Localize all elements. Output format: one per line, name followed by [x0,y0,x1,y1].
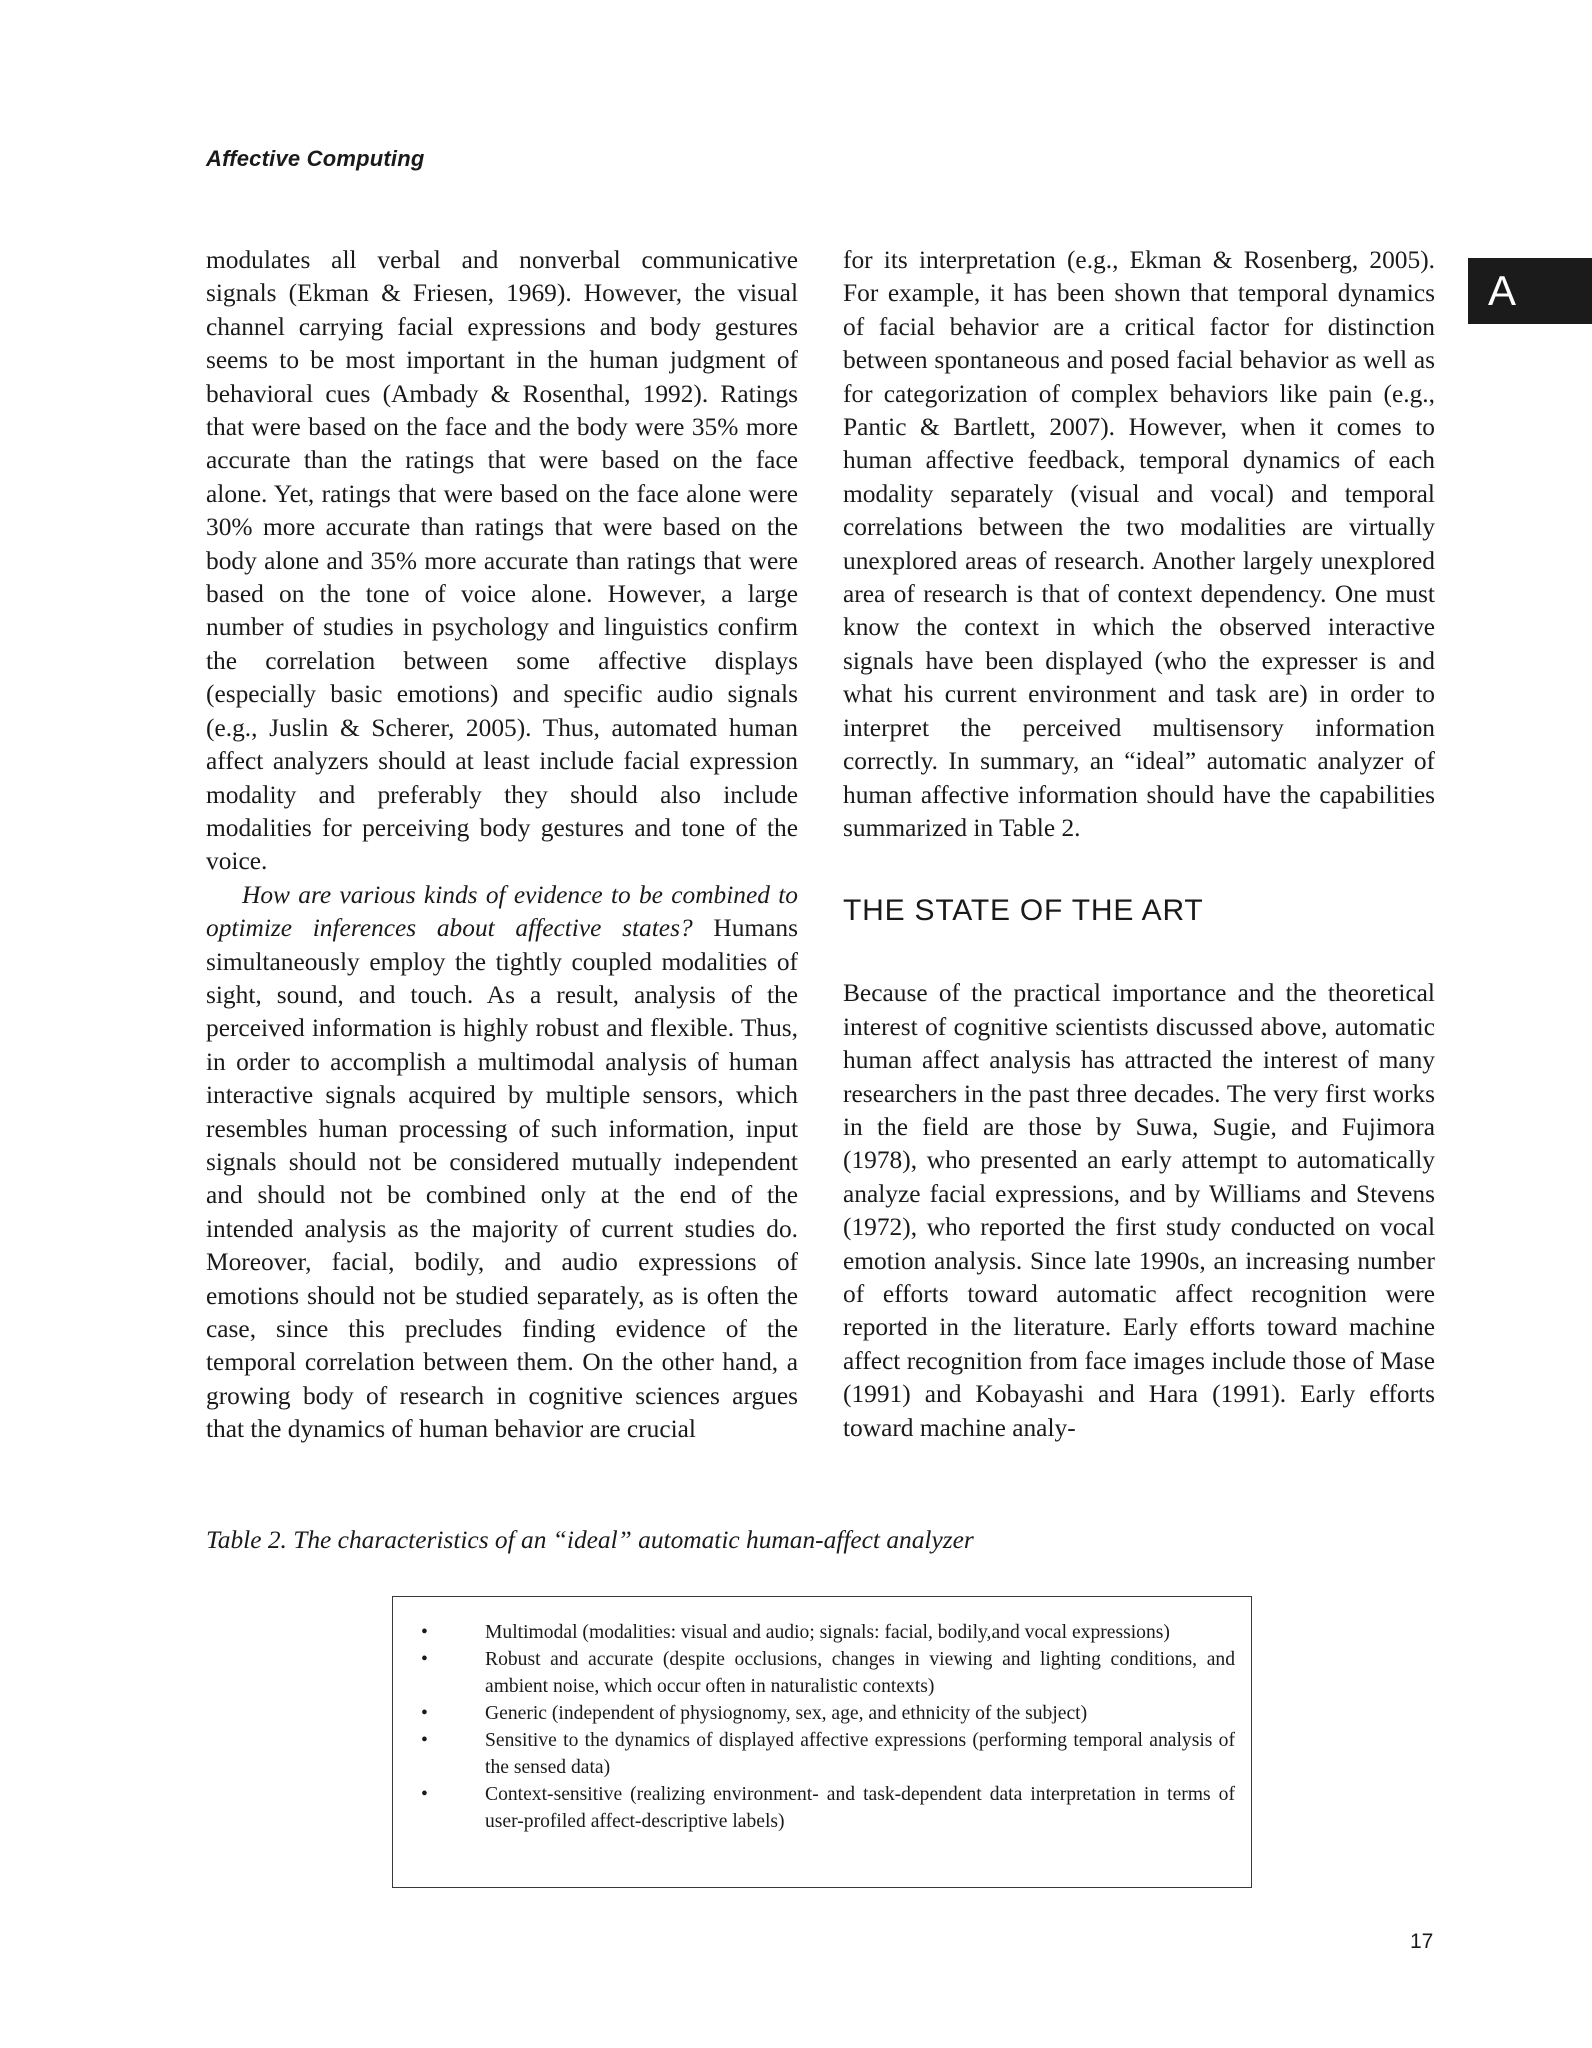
list-item-text: Multimodal (modalities: visual and audio; signals: facial, bodily,and vocal expressions) [485,1622,1170,1643]
list-item-text: Context-sensitive (realizing environment- and task-dependent data interpretation in terms of user-profiled affect-descriptive labels) [485,1784,1235,1832]
list-item-text: Sensitive to the dynamics of displayed affective expressions (performing temporal analysis of the sensed data) [485,1730,1235,1778]
list-item [417,1700,1235,1727]
list-item [417,1619,1235,1646]
research-question: How are various kinds of evidence to be combined to optimize inferences about affective states? [206,880,798,943]
characteristics-table [392,1596,1252,1888]
bullet-icon: • [421,1784,428,1805]
left-paragraph-2 [206,879,798,1447]
section-tab-letter: A [1468,258,1592,324]
list-item [417,1646,1235,1700]
bullet-icon: • [421,1622,428,1643]
table-caption: Table 2. The characteristics of an “ideal” automatic human-affect analyzer [206,1526,974,1554]
right-column [843,244,1435,1445]
right-paragraph-1: for its interpretation (e.g., Ekman & Rosenberg, 2005). For example, it has been shown that temporal dynamics of facial behavior are a critical factor for distinction between spontaneous and posed facial behavior as well as for categorization of complex behaviors like pain (e.g., Pantic & Bartlett, 2007). However, when it comes to human affective feedback, temporal dynamics of each modality separately (visual and vocal) and temporal correlations between the two modalities are virtually unexplored areas of research. Another largely unexplored area of research is that of context dependency. One must know the context in which the observed interactive signals have been displayed (who the expresser is and what his current environment and task are) in order to interpret the perceived multisensory information correctly. In summary, an “ideal” automatic analyzer of human affective information should have the capabilities summarized in Table 2. [843,246,1435,842]
bullet-icon: • [421,1703,428,1724]
list-item [417,1781,1235,1835]
characteristics-list [417,1619,1235,1835]
bullet-icon: • [421,1730,428,1751]
left-column [206,244,798,1447]
list-item-text: Robust and accurate (despite occlusions, changes in viewing and lighting conditions, and ambient noise, which occur often in naturalistic contexts) [485,1649,1235,1697]
right-paragraph-2: Because of the practical importance and the theoretical interest of cognitive scientists discussed above, automatic human affect analysis has attracted the interest of many researchers in the past three decades. The very first works in the field are those by Suwa, Sugie, and Fujimora (1978), who presented an early attempt to automatically analyze facial expressions, and by Williams and Stevens (1972), who reported the first study conducted on vocal emotion analysis. Since late 1990s, an increasing number of efforts toward automatic affect recognition were reported in the literature. Early efforts toward machine affect recognition from face images include those of Mase (1991) and Kobayashi and Hara (1991). Early efforts toward machine analy- [843,979,1435,1442]
list-item [417,1727,1235,1781]
left-paragraph-2-body: Humans simultaneously employ the tightly coupled modalities of sight, sound, and touch. As a result, analysis of the perceived information is highly robust and flexible. Thus, in order to accomplish a multimodal analysis of human interactive signals acquired by multiple sensors, which resembles human processing of such information, input signals should not be considered mutually independent and should not be combined only at the end of the intended analysis as the majority of current studies do. Moreover, facial, bodily, and audio expressions of emotions should not be studied separately, as is often the case, since this precludes finding evidence of the temporal correlation between them. On the other hand, a growing body of research in cognitive sciences argues that the dynamics of human behavior are crucial [206,914,798,1444]
section-heading: THE STATE OF THE ART [843,894,1204,928]
left-paragraph-1: modulates all verbal and nonverbal communicative signals (Ekman & Friesen, 1969). However, the visual channel carrying facial expressions and body gestures seems to be most important in the human judgment of behavioral cues (Ambady & Rosenthal, 1992). Ratings that were based on the face and the body were 35% more accurate than the ratings that were based on the face alone. Yet, ratings that were based on the face alone were 30% more accurate than ratings that were based on the body alone and 35% more accurate than ratings that were based on the tone of voice alone. However, a large number of studies in psychology and linguistics confirm the correlation between some affective displays (especially basic emotions) and specific audio signals (e.g., Juslin & Scherer, 2005). Thus, automated human affect analyzers should at least include facial expression modality and preferably they should also include modalities for perceiving body gestures and tone of the voice. [206,246,798,876]
list-item-text: Generic (independent of physiognomy, sex, age, and ethnicity of the subject) [485,1703,1088,1724]
running-head: Affective Computing [206,146,425,171]
bullet-icon: • [421,1649,428,1670]
page-number: 17 [1410,1930,1434,1953]
